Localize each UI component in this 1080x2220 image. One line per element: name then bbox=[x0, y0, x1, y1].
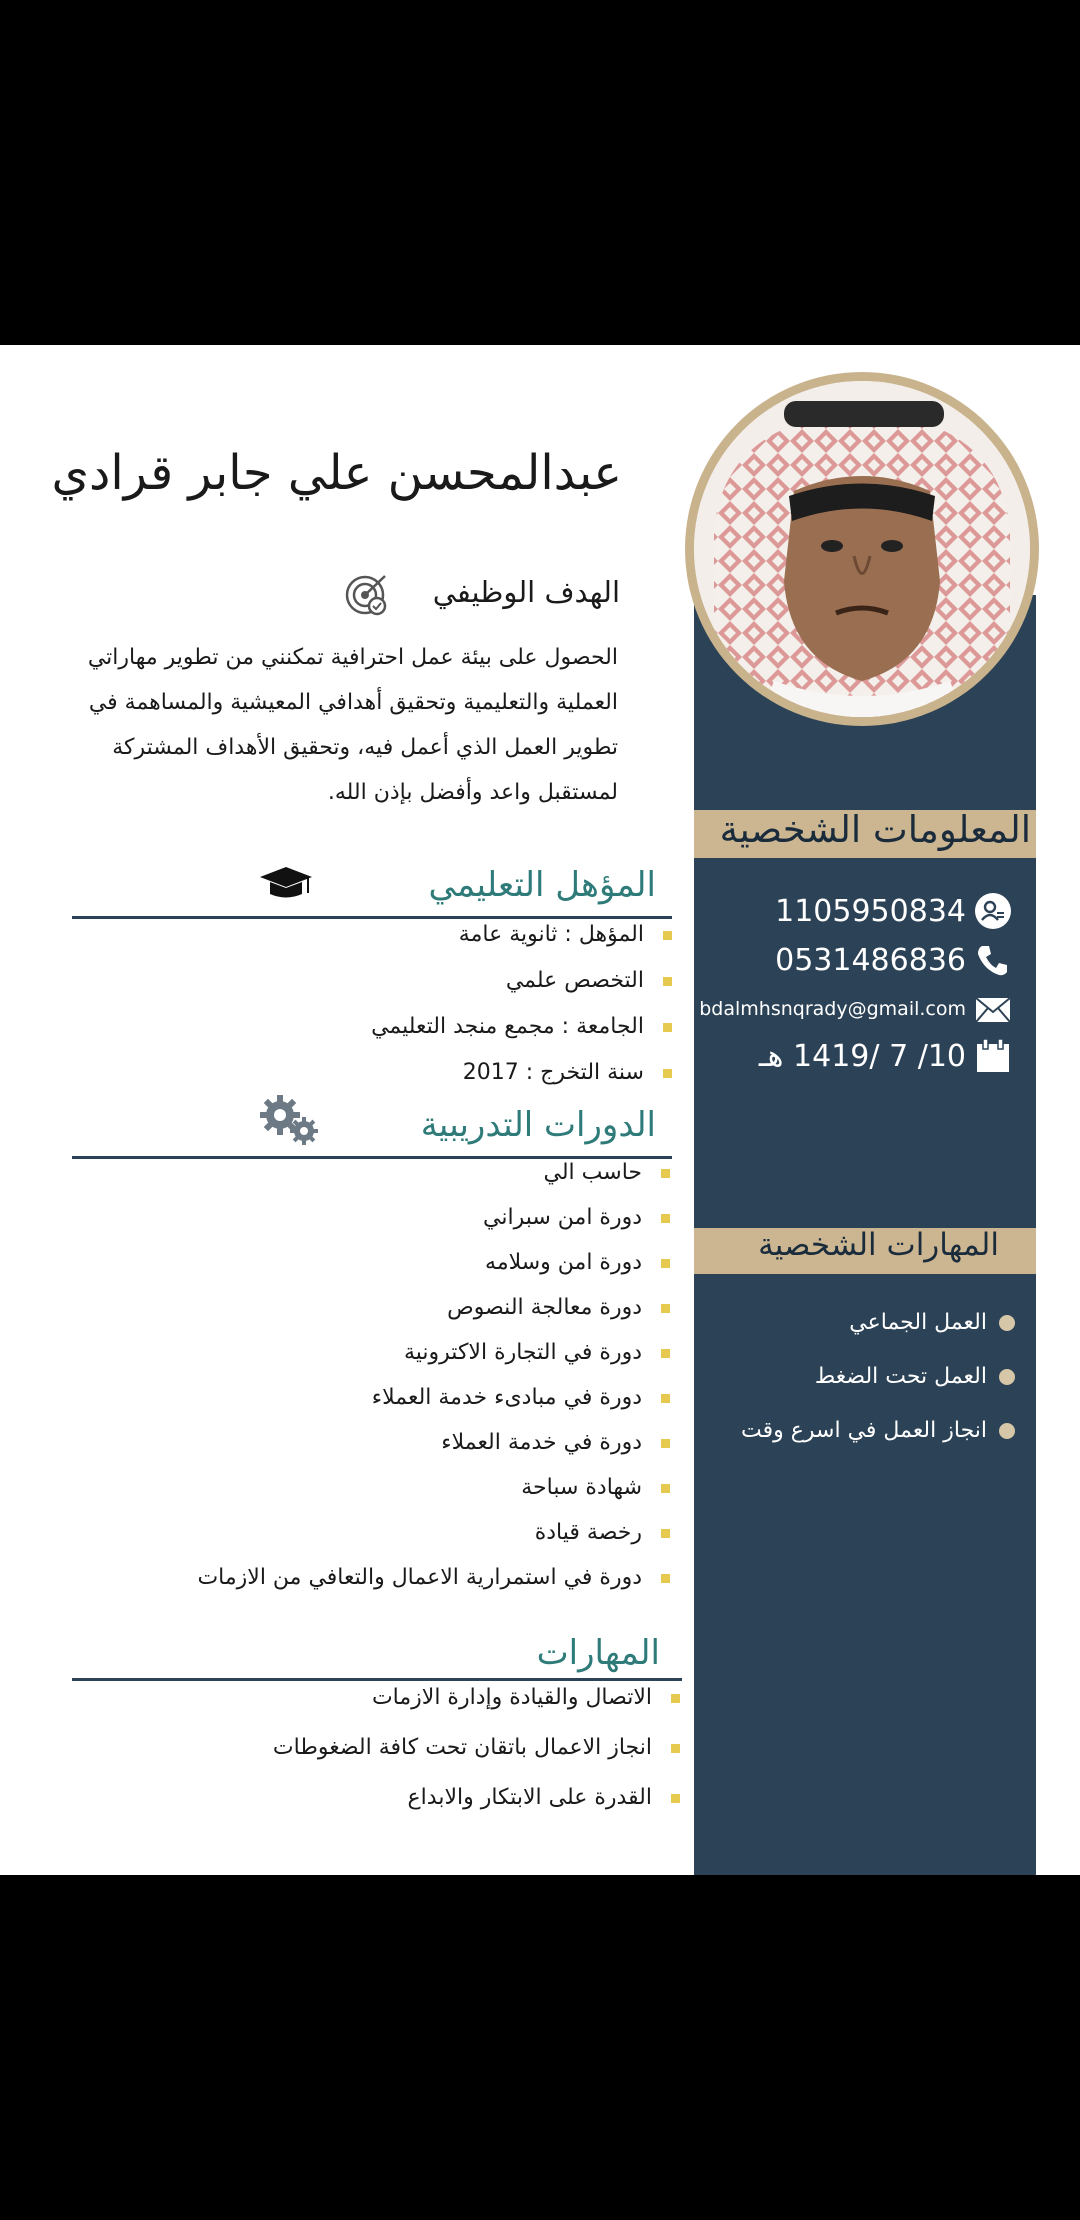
course-item: دورة في استمرارية الاعمال والتعافي من الازمات bbox=[197, 1565, 670, 1590]
calendar-icon bbox=[974, 1037, 1012, 1075]
personal-skills-title: المهارات الشخصية bbox=[758, 1227, 999, 1263]
target-icon bbox=[343, 570, 393, 620]
phone-number: 0531486836 bbox=[775, 943, 966, 978]
id-number: 1105950834 bbox=[775, 894, 966, 929]
skills-divider bbox=[72, 1678, 682, 1681]
email-row bbox=[699, 988, 1026, 1032]
courses-title: الدورات التدريبية bbox=[420, 1105, 656, 1145]
personal-skill-item: العمل الجماعي bbox=[849, 1310, 1015, 1335]
course-item: دورة في خدمة العملاء bbox=[441, 1430, 670, 1455]
profile-photo bbox=[685, 372, 1039, 726]
skills-title: المهارات bbox=[536, 1633, 660, 1673]
birth-date: 10/ 7 /1419 هـ bbox=[758, 1039, 966, 1074]
course-item: دورة في التجارة الاكترونية bbox=[404, 1340, 670, 1365]
objective-heading: الهدف الوظيفي bbox=[432, 575, 620, 609]
skills-list bbox=[40, 1685, 680, 1845]
email-address: bdalmhsnqrady@gmail.com bbox=[699, 998, 966, 1020]
courses-divider bbox=[72, 1156, 672, 1159]
personal-skill-item: العمل تحت الضغط bbox=[815, 1364, 1015, 1389]
skill-item: القدرة على الابتكار والابداع bbox=[408, 1785, 680, 1810]
mail-icon bbox=[974, 990, 1012, 1028]
education-divider bbox=[72, 916, 672, 919]
gears-icon bbox=[258, 1093, 322, 1149]
birth-date-row bbox=[706, 1035, 1026, 1079]
cv-page bbox=[0, 345, 1080, 1875]
course-item: دورة امن وسلامه bbox=[485, 1250, 670, 1275]
id-card-icon bbox=[974, 892, 1012, 930]
course-item: شهادة سباحة bbox=[521, 1475, 670, 1500]
course-item: دورة معالجة النصوص bbox=[447, 1295, 670, 1320]
person-name: عبدالمحسن علي جابر قرادي bbox=[51, 445, 622, 501]
education-title: المؤهل التعليمي bbox=[428, 865, 656, 905]
phone-icon bbox=[974, 941, 1012, 979]
profile-photo-image bbox=[694, 381, 1030, 717]
phone-row bbox=[706, 939, 1026, 983]
bottom-letterbox bbox=[0, 1875, 1080, 2220]
skill-item: انجاز الاعمال باتقان تحت كافة الضغوطات bbox=[273, 1735, 680, 1760]
course-item: دورة في مبادىء خدمة العملاء bbox=[372, 1385, 670, 1410]
education-item: سنة التخرج : 2017 bbox=[463, 1060, 672, 1085]
education-item: الجامعة : مجمع منجد التعليمي bbox=[371, 1014, 672, 1039]
course-item: رخصة قيادة bbox=[535, 1520, 670, 1545]
personal-info-title: المعلومات الشخصية bbox=[719, 808, 1031, 851]
course-item: حاسب الي bbox=[544, 1160, 670, 1185]
id-number-row bbox=[706, 890, 1026, 934]
courses-list bbox=[50, 1160, 670, 1630]
education-item: التخصص علمي bbox=[506, 968, 672, 993]
personal-skill-item: انجاز العمل في اسرع وقت bbox=[741, 1418, 1015, 1443]
education-item: المؤهل : ثانوية عامة bbox=[459, 922, 672, 947]
course-item: دورة امن سبراني bbox=[483, 1205, 670, 1230]
objective-text: الحصول على بيئة عمل احترافية تمكنني من تطوير مهاراتي العملية والتعليمية وتحقيق أهدافي المعيشية والمساهمة في تطوير العمل الذي أعمل فيه، وتحقيق الأهداف المشتركة لمستقبل واعد وأفضل بإذن الله. bbox=[87, 645, 618, 805]
graduation-cap-icon bbox=[258, 863, 314, 903]
skill-item: الاتصال والقيادة وإدارة الازمات bbox=[372, 1685, 680, 1710]
education-list bbox=[72, 922, 672, 1102]
